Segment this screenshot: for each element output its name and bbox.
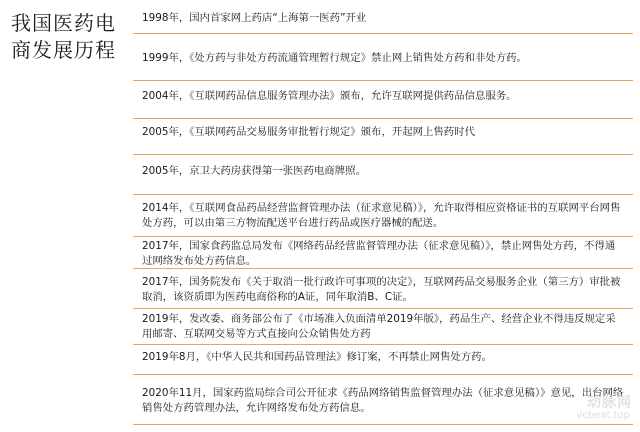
watermark-logo [562,392,632,424]
timeline-entry-text: 2019年，发改委、商务部公布了《市场准入负面清单2019年版》，药品生产、经营企业不得违反规定采用邮寄、互联网交易等方式直接向公众销售处方药 [142,313,616,340]
timeline-entry-text: 2017年，国务院发布《关于取消一批行政许可事项的决定》，互联网药品交易服务企业（第三方）审批被取消，该资质即为医药电商俗称的A证，同年取消B、C证。 [142,276,621,303]
timeline-row [133,375,633,425]
timeline-row [133,195,633,237]
timeline-entry-text: 2017年，国家食药监总局发布《网络药品经营监督管理办法（征求意见稿）》，禁止网售处方药，不得通过网络发布处方药信息。 [142,240,616,267]
timeline-entry-text: 2005年，《互联网药品交易服务审批暂行规定》颁布，开起网上售药时代 [142,126,475,138]
timeline-row [133,0,633,34]
timeline-entry-text: 1998年，国内首家网上药店“上海第一医药”开业 [142,12,367,24]
timeline-entry-text: 2020年11月，国家药监局综合司公开征求《药品网络销售监督管理办法（征求意见稿）》意见，出台网络销售处方药管理办法，允许网络发布处方药信息。 [142,387,624,414]
timeline-entry-text: 1999年，《处方药与非处方药流通管理暂行规定》禁止网上销售处方药和非处方药。 [142,52,527,64]
timeline-entry-text: 2019年8月，《中华人民共和国药品管理法》修订案，不再禁止网售处方药。 [142,351,492,363]
timeline-row [133,81,633,119]
timeline [133,0,633,432]
timeline-row [133,309,633,345]
timeline-row [133,345,633,375]
watermark-logo-text: 动脉网 [587,395,632,411]
timeline-row [133,34,633,81]
timeline-row [133,269,633,309]
timeline-entry-text: 2005年，京卫大药房获得第一张医药电商牌照。 [142,165,366,177]
page-title: 我国医药电商发展历程 [11,11,116,62]
timeline-row [133,155,633,195]
timeline-row [133,237,633,269]
timeline-entry-text: 2014年，《互联网食品药品经营监督管理办法（征求意见稿）》，允许取得相应资格证书的互联网平台网售处方药，可以由第三方物流配送平台进行药品或医疗器械的配送。 [142,202,621,229]
timeline-entry-text: 2004年，《互联网药品信息服务管理办法》颁布，允许互联网提供药品信息服务。 [142,90,517,102]
watermark-site-text: vcbeat.top [576,410,630,421]
timeline-row [133,119,633,155]
